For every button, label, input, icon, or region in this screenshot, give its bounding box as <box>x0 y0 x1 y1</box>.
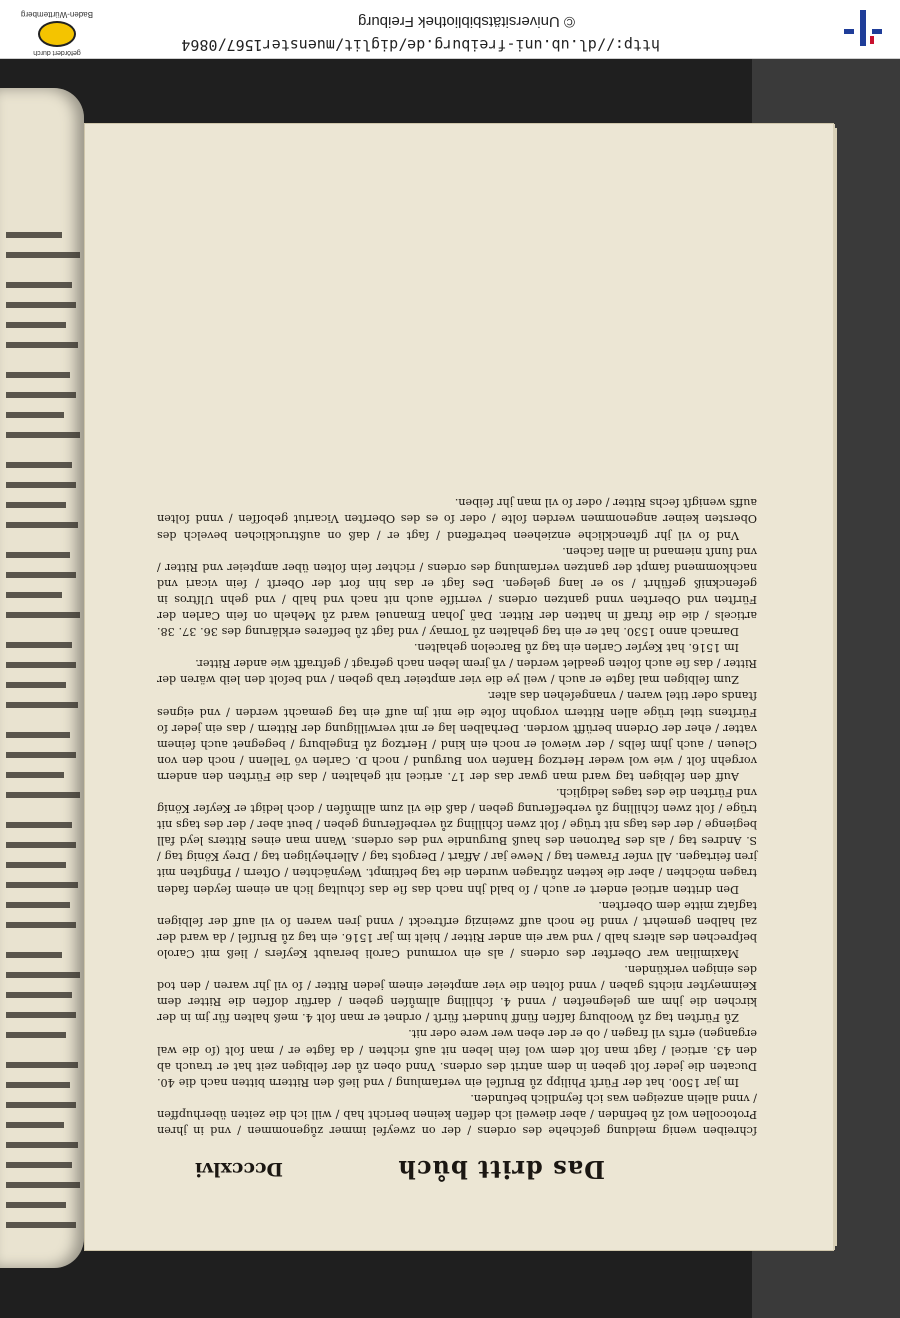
left-text-line <box>6 412 64 418</box>
left-text-line <box>6 612 80 618</box>
paragraph: Zum ſelbigen mal ſagte er auch / weil ye die vier ampteier trab geben / vnd beſolt den leib wären der Ritter / das ſie auch ſolten geadlet werden / vñ jrem leben nach gefragt / geſtrafft wie ander Ritter. <box>157 657 757 687</box>
left-page-text <box>0 88 84 1268</box>
book-page-rotated <box>85 124 833 1250</box>
paragraph: Den dritten articel endert er auch / ſo bald jhn nach das ſie das ſchultag lich an einem ſeyden faden tragen möchten / aber die ketten zůtragen wurden die tag beſtimpt. Weynächten / Oſtern / Pfingſten mit jren feirtagen. All vnſer Frawen tag / Newe jar / Affart / Dergots tag / Allerheyligen tag / Drey König tag / S. Andres tag / als des Patronen des hauß Burgundie vnd des ordens. Wann man eines Ritters leyd fall begienge / der des tags nit trüge / ſolt zwen ſchilling zů verbeſſerung geben / beut aber / der des tags nit trüge / ſolt zwen ſchilling zů verbeſſerung geben / daß die vil zum allmůſen / doch ledigt er Keyſer König vnd Fürſten die des tages lediglich. <box>157 786 757 896</box>
paragraph: Zů Fürſten tag zů Woolburg ſaſſen fünff hundert fürſt / ordnet er man ſolt 4. meß halten für jm in der kirchen die jhm am gelegneſten / vnnd 4. ſchilling allmůſen geben / darfür doſſen die Ritter dem Keinmeyſter nichts gaben / vnnd ſolten die vier ampteier einem jeden Ritter / ſo vil jhr waren / den tod des einigen verkünden. <box>157 963 757 1025</box>
left-text-line <box>6 302 76 308</box>
left-text-line <box>6 952 62 958</box>
left-text-line <box>6 1012 76 1018</box>
page-body <box>157 494 757 1138</box>
left-text-line <box>6 522 78 528</box>
left-text-line <box>6 772 64 778</box>
left-text-line <box>6 842 76 848</box>
page-edge <box>833 128 837 1246</box>
left-text-line <box>6 972 80 978</box>
left-text-line <box>6 662 76 668</box>
ub-freiburg-logo-icon[interactable] <box>838 8 884 48</box>
left-text-line <box>6 1202 66 1208</box>
left-text-line <box>6 992 72 998</box>
paragraph: Vnd ſo vil jhr gſtenckliche enzieheen betreffend / ſagt er / daß on außtrucklichen bevelch des Obersten keiner angenommen werden ſolte / oder ſo es des Oberſten Vicariut geboſſen / vnnd ſolten auffs wenigſt ſechs Ritter / oder ſo vil man jhr ſeiben. <box>157 496 757 542</box>
baden-wuerttemberg-seal-icon <box>38 21 76 47</box>
left-text-line <box>6 702 78 708</box>
left-text-line <box>6 752 76 758</box>
left-text-line <box>6 432 80 438</box>
left-text-line <box>6 502 66 508</box>
page-header <box>195 1152 803 1186</box>
paragraph: Maximilian war Oberſter des ordens / als ein vormund Caroli beraubt Keyſers / ließ mit Carolo beſprechen des alters halb / vnd war ein ander Ritter / hielt im jar 1516. ein tag zů Bruſſel / da ward der zal halben gemehrt / vnnd ſie noch auff zweinzig erſtreckt / vnnd jren waren ſo vil auff der ſelbigen tagſatz mitte dem Oberſten. <box>157 898 757 960</box>
left-text-line <box>6 1032 66 1038</box>
funder-label: gefördert durch <box>33 49 81 56</box>
left-text-line <box>6 282 72 288</box>
left-text-line <box>6 342 78 348</box>
left-text-line <box>6 902 70 908</box>
funder-logo <box>2 2 112 56</box>
left-text-line <box>6 372 70 378</box>
paragraph: Im 1516. hat Keyſer Carlen ein tag zů Barcelon gehalten. <box>413 641 739 655</box>
left-text-line <box>6 822 72 828</box>
copyright-notice: © Universitätsbibliothek Freiburg <box>358 13 575 30</box>
left-text-line <box>6 1122 64 1128</box>
left-text-line <box>6 732 70 738</box>
left-text-line <box>6 462 72 468</box>
paragraph: ſchreiben wenig meldung geſchehe des ordens / der on zweyfel immer zůgenommen / vnd in jhren Protocollen wol zů befinden / aber dieweil ich deſſen keinen bericht hab / will ich die zeiten überhupffen / vnnd allein anzeigen was ich feyndlich befunden. <box>157 1091 757 1137</box>
left-text-line <box>6 592 62 598</box>
paragraph: Darnach anno 1530. hat er ein tag gehalten zů Tornay / vnd ſagt zů beſſeres erklärung des 36. 37. 38. articels / die die ſtraff in hatten der Ritter. Dañ Johan Emanuel ward zů Meheln on ſein Carlen der Fürſten vnd Oberſten vnnd gantzen ordens / verriſſe auch nit nach vnd halb / vnd gehn Ulſtros in gefenckniß geführt / so er lang gelegen. Des ſagt er das hin fort der Oberſt / ſein vicari vnd nachkommend ſampt der gantzen verſamlung des ordens / richter ſein ſolten über ampteier vnd Ritter / vnd ſunſt niemand in allen ſachen. <box>157 544 757 639</box>
left-text-line <box>6 1082 70 1088</box>
viewer-header <box>0 0 900 59</box>
book-page <box>85 124 833 1250</box>
left-text-line <box>6 482 76 488</box>
left-text-line <box>6 232 62 238</box>
left-text-line <box>6 572 76 578</box>
left-text-line <box>6 1142 78 1148</box>
left-facing-page <box>0 88 84 1268</box>
permalink-url[interactable]: http://dl.ub.uni-freiburg.de/diglit/muenster1567/0864 <box>181 36 660 54</box>
left-text-line <box>6 1182 80 1188</box>
left-text-line <box>6 862 66 868</box>
funder-state: Baden-Württemberg <box>20 10 94 19</box>
left-text-line <box>6 1162 72 1168</box>
left-text-line <box>6 1222 76 1228</box>
paragraph: Auff den ſelbigen tag ward man gwar das der 17. articel nit gehalten / das die Fürſten den andern vorgehn ſolt / wie wol weder Hertzog Hanſen von Burgund / noch D. Carlen vö Tellenn / noch den von Cleuen / auch jhm ſelbs / der wiewol er noch ein kind / Hertzog zů Engelburg / begegnet auch ſeinem vatter / eher der Ordenn berüfft worden. Derhalben lag er mit verwilligung der Rittern / das ein jeder ſo Fürſtens titel trüge allen Rittern vorgohn ſolte die mit jm auff ein tag gemacht werden / vnd eignes ſtands oder titel waren / vnangeſehen das alter. <box>157 689 757 783</box>
left-text-line <box>6 1062 78 1068</box>
folio-number: Dcccxlvi <box>195 1158 283 1180</box>
left-text-line <box>6 552 70 558</box>
left-text-line <box>6 252 80 258</box>
left-text-line <box>6 792 80 798</box>
left-text-line <box>6 682 66 688</box>
left-text-line <box>6 392 76 398</box>
running-head: Das dritt bůch <box>397 1155 605 1184</box>
left-text-line <box>6 322 66 328</box>
left-text-line <box>6 882 78 888</box>
left-text-line <box>6 642 72 648</box>
paragraph: Im jar 1500. hat der Fürſt Philipp zů Bruſſel ein verſamlung / vnd ließ den Rittern bitten nach die 40. Ducaten die jeder ſolt geben in dem antrit des ordens. Vnnd oben zů der ſelbigen zeit hat er trauch ab den 43. articel / ſagt man ſolt dem wol ſein leben nit auß richten / da ſagte er / man ſolt (ſo die wal ergangen) erſts vil fragen / ob er der eben wer were oder nit. <box>157 1027 757 1089</box>
left-text-line <box>6 922 76 928</box>
viewer-header-rotated <box>0 0 900 58</box>
left-text-line <box>6 1102 76 1108</box>
